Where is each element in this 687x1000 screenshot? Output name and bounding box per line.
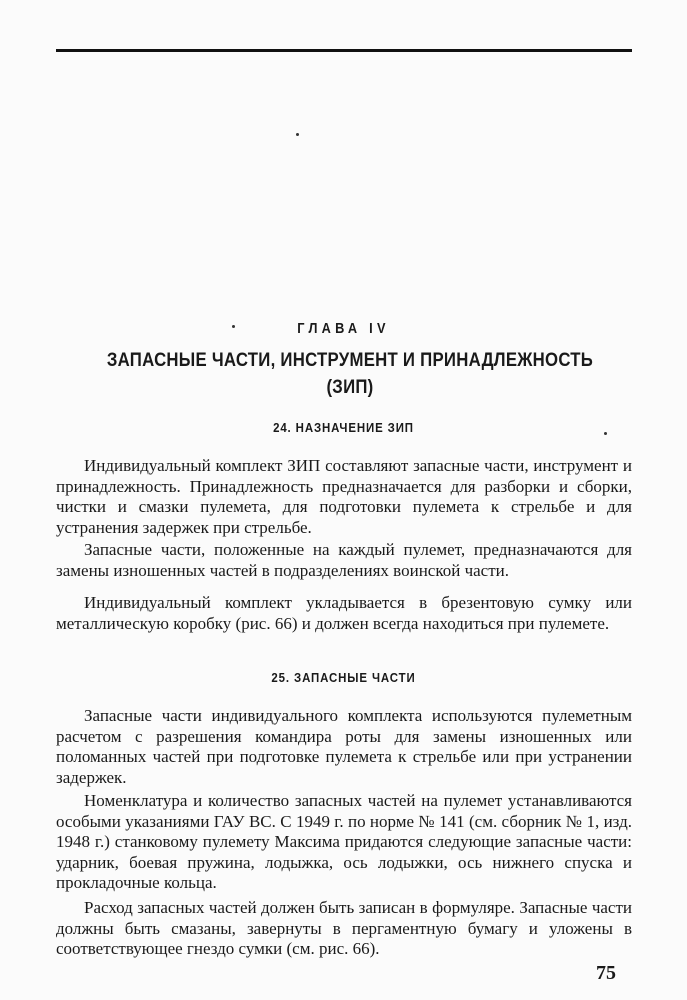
speck — [296, 133, 299, 136]
paragraph: Запасные части, положенные на каждый пулемет, предназначаются для замены изношенных частей в подразделениях воинской части. — [56, 540, 632, 580]
chapter-label: ГЛАВА IV — [297, 320, 390, 337]
page-number: 75 — [596, 962, 616, 984]
paragraph: Индивидуальный комплект ЗИП составляют запасные части, инструмент и принадлежность. Принадлежность предназначается для разборки и сборки, чистки и смазки пулемета, для подготовки пулемета к стрельбе и для устранения задержек при стрельбе. — [56, 456, 632, 537]
chapter-title — [83, 347, 616, 401]
paragraph: Номенклатура и количество запасных частей на пулемет устанавливаются особыми указаниями ГАУ ВС. С 1949 г. по норме № 141 (см. сборник № 1, изд. 1948 г.) станковому пулемету Максима придаются следующие запасные части: ударник, боевая пружина, лодыжка, ось лодыжки, ось нижнего спуска и прокладочные кольца. — [56, 791, 632, 892]
paragraph: Запасные части индивидуального комплекта используются пулеметным расчетом с разрешения командира роты для замены изношенных или поломанных частей при подготовке пулемета к стрельбе или при устранении задержек. — [56, 706, 632, 787]
section-heading-25: 25. ЗАПАСНЫЕ ЧАСТИ — [271, 670, 416, 685]
paragraph: Индивидуальный комплект укладывается в брезентовую сумку или металлическую коробку (рис. 66) и должен всегда находиться при пулемете. — [56, 593, 632, 633]
top-rule — [56, 49, 632, 52]
chapter-title-line1: ЗАПАСНЫЕ ЧАСТИ, ИНСТРУМЕНТ И ПРИНАДЛЕЖНОСТЬ — [106, 349, 594, 371]
section-heading-24: 24. НАЗНАЧЕНИЕ ЗИП — [273, 420, 414, 435]
chapter-title-line2: (ЗИП) — [326, 376, 374, 398]
paragraph: Расход запасных частей должен быть записан в формуляре. Запасные части должны быть смазаны, завернуты в пергаментную бумагу и уложены в соответствующее гнездо сумки (см. рис. 66). — [56, 898, 632, 958]
